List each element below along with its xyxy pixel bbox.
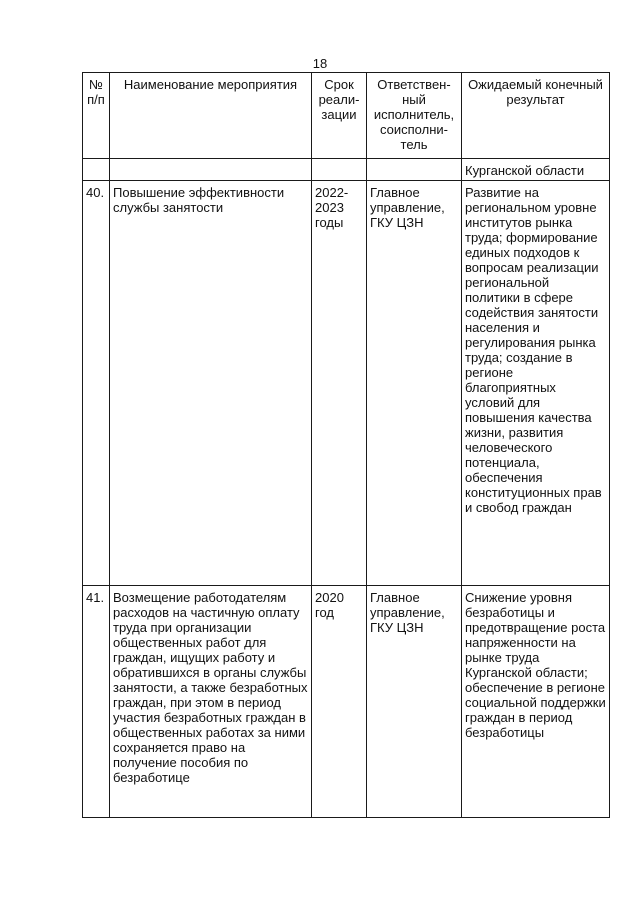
header-term: Срок реали-зации: [312, 73, 367, 159]
measures-table: [82, 72, 610, 818]
cell-result: Курганской области: [462, 159, 610, 181]
cell-executor: [367, 159, 462, 181]
cell-name: [110, 159, 312, 181]
header-executor: Ответствен-ный исполнитель, соисполни-тель: [367, 73, 462, 159]
cell-executor: Главное управление, ГКУ ЦЗН: [367, 586, 462, 818]
header-result: Ожидаемый конечный результат: [462, 73, 610, 159]
cell-name: Возмещение работодателям расходов на частичную оплату труда при организации общественных работ для граждан, ищущих работу и обратившихся в органы службы занятости, а также безработных граждан, при этом в период участия безработных граждан в общественных работах за ними сохраняется право на получение пособия по безработице: [110, 586, 312, 818]
cell-num: 41.: [83, 586, 110, 818]
cell-num: 40.: [83, 181, 110, 586]
cell-result: Снижение уровня безработицы и предотвращение роста напряженности на рынке труда Курганской области; обеспечение в регионе социальной поддержки граждан в период безработицы: [462, 586, 610, 818]
cell-name: Повышение эффективности службы занятости: [110, 181, 312, 586]
cell-result: Развитие на региональном уровне институтов рынка труда; формирование единых подходов к вопросам реализации региональной политики в сфере содействия занятости населения и регулирования рынка труда; создание в регионе благоприятных условий для повышения качества жизни, развития человеческого потенциала, обеспечения конституционных прав и свобод граждан: [462, 181, 610, 586]
cell-term: 2022-2023 годы: [312, 181, 367, 586]
header-num: № п/п: [83, 73, 110, 159]
table-row: [83, 586, 610, 818]
header-name: Наименование мероприятия: [110, 73, 312, 159]
page-number: 18: [312, 56, 328, 71]
table-row: [83, 181, 610, 586]
cell-term: [312, 159, 367, 181]
cell-num: [83, 159, 110, 181]
table-row-continuation: [83, 159, 610, 181]
table-header-row: [83, 73, 610, 159]
cell-term: 2020 год: [312, 586, 367, 818]
cell-executor: Главное управление, ГКУ ЦЗН: [367, 181, 462, 586]
